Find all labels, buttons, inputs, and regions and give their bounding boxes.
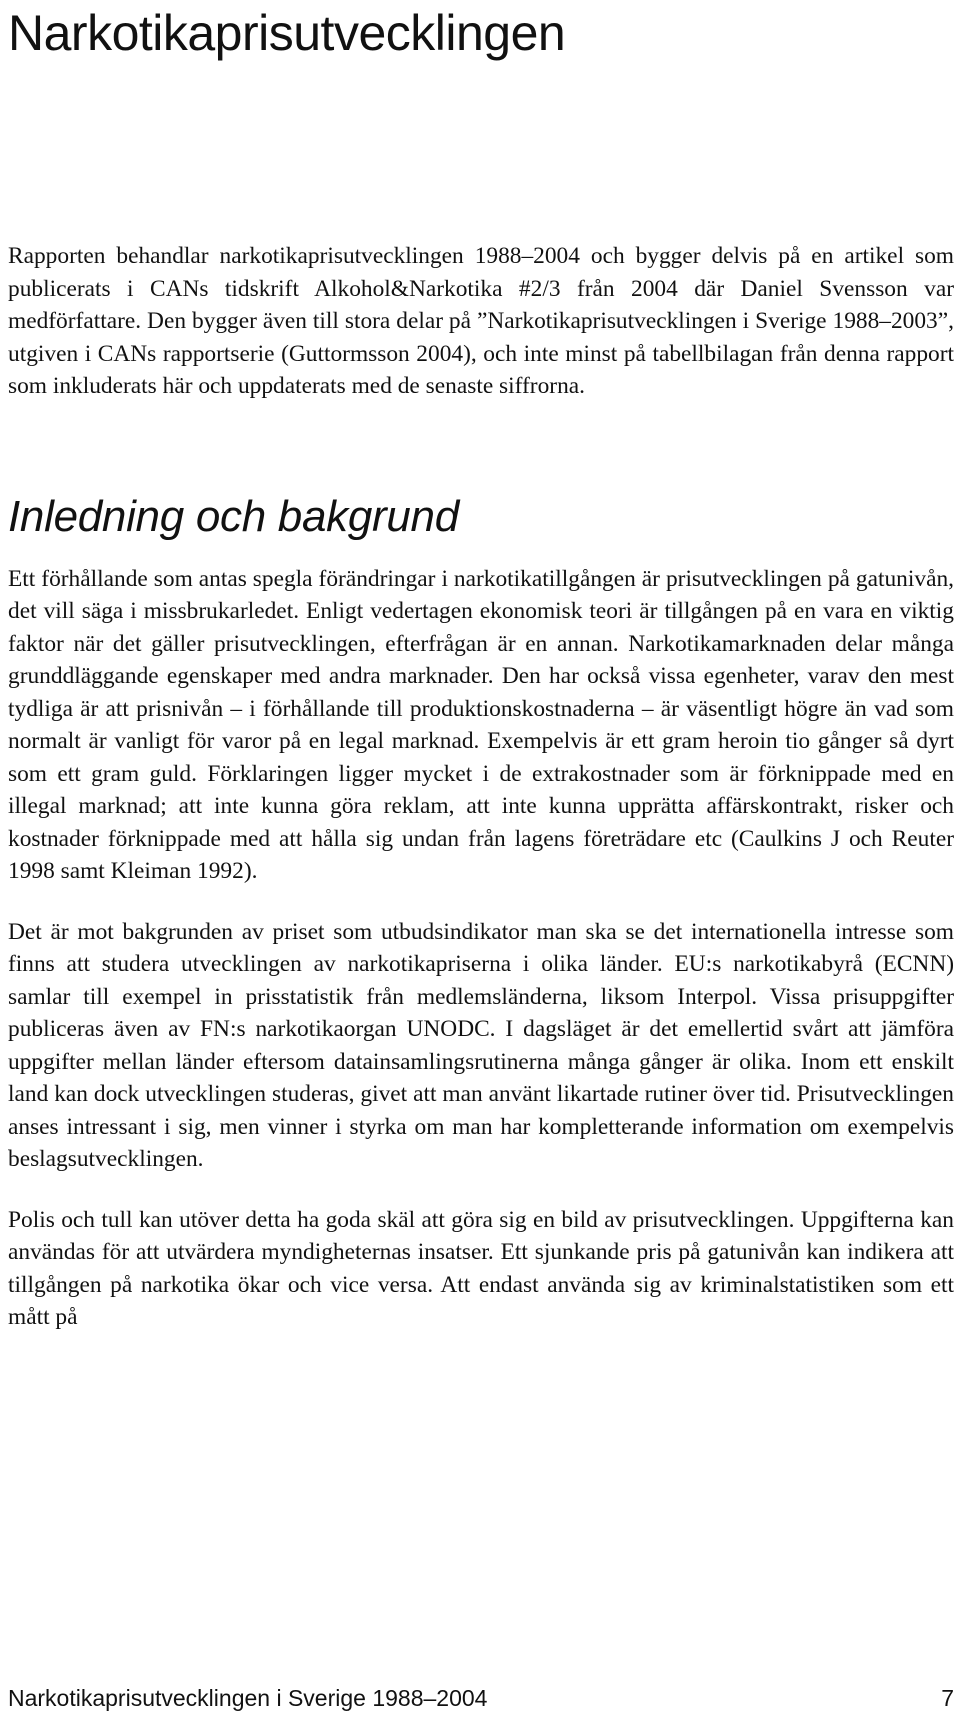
page-number: 7 bbox=[941, 1685, 954, 1711]
section-heading: Inledning och bakgrund bbox=[8, 491, 459, 541]
intro-paragraph: Rapporten behandlar narkotikaprisutvecklingen 1988–2004 och bygger delvis på en artikel som publicerats i CANs tidskrift Alkohol&Narkotika #2/3 från 2004 där Daniel Svensson var medförfattare. Den bygger även till stora delar på ”Narkotikaprisutvecklingen i Sverige 1988–2003”, utgiven i CANs rapportserie (Guttormsson 2004), och inte minst på tabellbilagan från denna rapport som inkluderats här och uppdaterats med de senaste siffrorna. bbox=[8, 243, 954, 399]
document-page bbox=[8, 0, 954, 1334]
body-paragraph-2: Det är mot bakgrunden av priset som utbudsindikator man ska se det internationella intresse som finns att studera utvecklingen av narkotikapriserna i olika länder. EU:s narkotikabyrå (ECNN) samlar till exempel in prisstatistik från medlemsländerna, liksom Interpol. Vissa prisuppgifter publiceras även av FN:s narkotikaorgan UNODC. I dagsläget är det emellertid svårt att jämföra uppgifter mellan länder eftersom datainsamlingsrutinerna många gånger är olika. Inom ett enskilt land kan dock utvecklingen studeras, givet att man använt likartade rutiner över tid. Prisutvecklingen anses intressant i sig, men vinner i styrka om man har kompletterande information om exempelvis beslagsutvecklingen. bbox=[8, 918, 954, 1172]
body-paragraph-1: Ett förhållande som antas spegla förändringar i narkotikatillgången är prisutvecklingen på gatunivån, det vill säga i missbrukarledet. Enligt vedertagen ekonomisk teori är tillgången på en vara en viktig faktor när det gäller prisutvecklingen, efterfrågan är en annan. Narkotikamarknaden delar många grunddläggande egenskaper med andra marknader. Den har också vissa egenheter, varav den mest tydliga är att prisnivån – i förhållande till produktionskostnaderna – är väsentligt högre än vad som normalt är vanligt för varor på en legal marknad. Exempelvis är ett gram heroin tio gånger så dyrt som ett gram guld. Förklaringen ligger mycket i de extrakostnader som är förknippade med en illegal marknad; att inte kunna göra reklam, att inte kunna upprätta affärskontrakt, risker och kostnader förknippade med att hålla sig undan från lagens företrädare etc (Caulkins J och Reuter 1998 samt Kleiman 1992). bbox=[8, 565, 954, 884]
document-title: Narkotikaprisutvecklingen bbox=[8, 5, 566, 61]
page-footer bbox=[8, 1683, 954, 1713]
footer-running-title: Narkotikaprisutvecklingen i Sverige 1988–2004 bbox=[8, 1685, 488, 1711]
body-paragraph-3: Polis och tull kan utöver detta ha goda skäl att göra sig en bild av prisutvecklingen. Uppgifterna kan användas för att utvärdera myndigheternas insatser. Ett sjunkande pris på gatunivån kan indikera att tillgången på narkotika ökar och vice versa. Att endast använda sig av kriminalstatistiken som ett mått på bbox=[8, 1206, 954, 1330]
